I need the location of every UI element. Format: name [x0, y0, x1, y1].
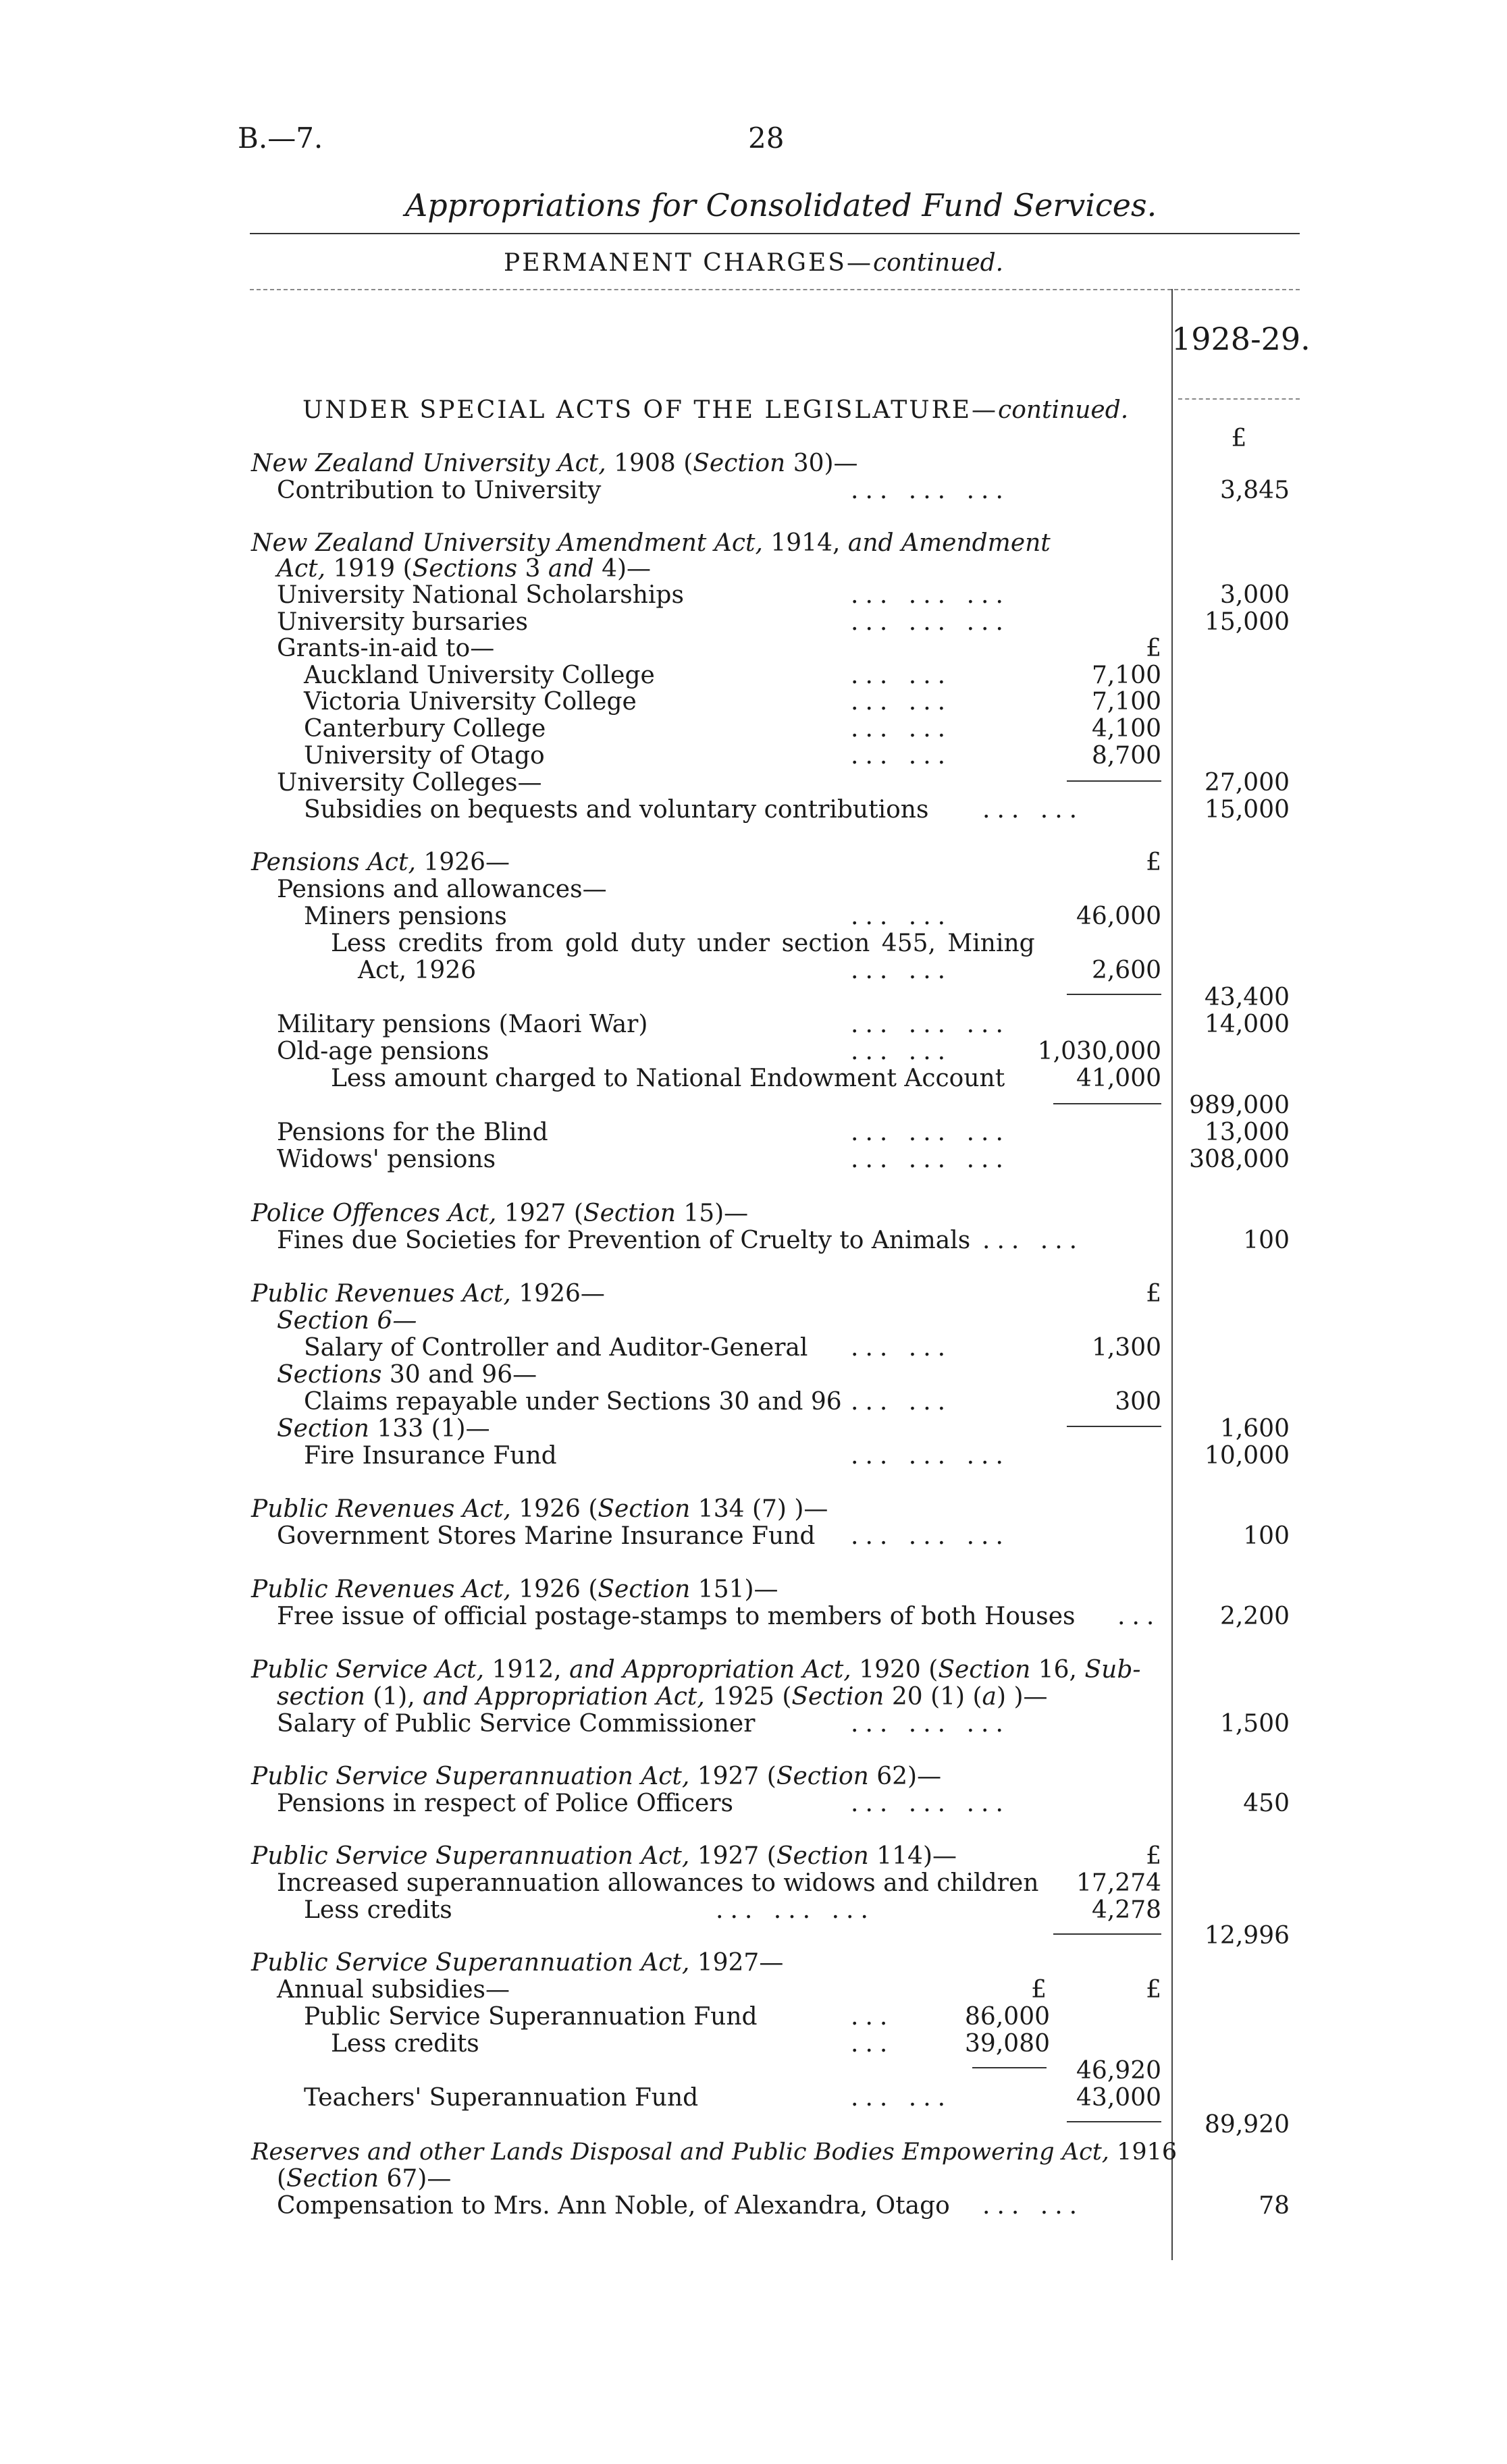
act-heading: Public Service Superannuation Act, 1927 (Section 62)— [251, 1763, 942, 1790]
pound-symbol: £ [1146, 849, 1161, 876]
column-divider [1171, 289, 1173, 2260]
line-item-label: Fire Insurance Fund [304, 1442, 557, 1470]
inner-amount: 300 [1115, 1388, 1161, 1416]
year-amount: 1,500 [1219, 1710, 1290, 1738]
line-item-label: Less credits from gold duty under section 455, Mining [331, 930, 1035, 957]
subtitle-rule [250, 289, 1300, 290]
leader-dots: ... ... [851, 2084, 953, 2112]
line-item-label: University Colleges— [277, 769, 542, 797]
leader-dots: ... ... ... [851, 1011, 1010, 1038]
line-item-label: Pensions in respect of Police Officers [277, 1790, 733, 1817]
year-amount: 3,000 [1219, 581, 1290, 609]
inner-amount: 17,274 [1076, 1869, 1161, 1897]
year-amount: 3,845 [1219, 477, 1290, 504]
line-item-label: Compensation to Mrs. Ann Noble, of Alexandra, Otago [277, 2192, 950, 2220]
line-item-label: University National Scholarships [277, 581, 684, 609]
pound-symbol: £ [1146, 1842, 1161, 1870]
line-item-label: Grants-in-aid to— [277, 635, 495, 662]
pound-symbol: £ [1146, 1280, 1161, 1308]
act-heading-cont: (Section 67)— [277, 2165, 452, 2193]
sum-rule [1067, 994, 1161, 995]
inner-amount: 43,000 [1076, 2084, 1161, 2112]
inner-amount: 86,000 [965, 2003, 1050, 2031]
line-item-label: Increased superannuation allowances to widows and children [277, 1869, 1039, 1897]
line-item-label: Military pensions (Maori War) [277, 1011, 648, 1038]
year-amount: 100 [1243, 1227, 1290, 1254]
leader-dots: ... ... ... [851, 608, 1010, 636]
year-amount: 308,000 [1189, 1146, 1290, 1173]
section-label: Section 6— [277, 1307, 417, 1335]
year-amount: 43,400 [1205, 984, 1290, 1011]
leader-dots: ... [851, 2003, 895, 2031]
leader-dots: ... [851, 2030, 895, 2058]
act-heading: Public Service Act, 1912, and Appropriation Act, 1920 (Section 16, Sub- [251, 1656, 1141, 1684]
year-column-header: 1928-29. [1171, 321, 1311, 357]
leader-dots: ... ... ... [851, 581, 1010, 609]
line-item-label: Subsidies on bequests and voluntary contributions [304, 796, 929, 824]
year-header-rule [1178, 398, 1300, 400]
leader-dots: ... ... [851, 715, 953, 743]
leader-dots: ... ... [851, 688, 953, 716]
act-heading: Public Service Superannuation Act, 1927 (Section 114)— [251, 1842, 957, 1870]
act-heading: Pensions Act, 1926— [251, 849, 510, 876]
year-amount: 27,000 [1205, 769, 1290, 797]
leader-dots: ... ... ... [851, 1522, 1010, 1550]
sum-rule [1053, 1103, 1161, 1104]
line-item-label: University of Otago [304, 742, 545, 770]
inner-amount: 46,000 [1076, 903, 1161, 930]
sum-rule [1067, 780, 1161, 782]
leader-dots: ... ... [851, 742, 953, 770]
year-amount: 89,920 [1205, 2111, 1290, 2139]
year-pound-symbol: £ [1231, 425, 1247, 452]
leader-dots: ... ... ... [851, 1790, 1010, 1817]
leader-dots: ... ... [851, 1038, 953, 1065]
leader-dots: ... ... [851, 957, 953, 984]
line-item-label: Pensions for the Blind [277, 1119, 548, 1146]
leader-dots: ... ... ... [851, 1442, 1010, 1470]
leader-dots: ... [1117, 1603, 1161, 1630]
act-heading: Public Service Superannuation Act, 1927— [251, 1949, 784, 1977]
inner-amount: 8,700 [1091, 742, 1161, 770]
leader-dots: ... ... ... [851, 1146, 1010, 1173]
pound-symbol: £ [1031, 1976, 1047, 2004]
year-amount: 989,000 [1189, 1092, 1290, 1119]
line-item-label: Old-age pensions [277, 1038, 490, 1065]
leader-dots: ... ... [982, 2192, 1084, 2220]
leader-dots: ... ... [851, 662, 953, 689]
line-item-label: Public Service Superannuation Fund [304, 2003, 758, 2031]
line-item-label: Contribution to University [277, 477, 602, 504]
act-heading: Public Revenues Act, 1926 (Section 134 (7) )— [251, 1495, 828, 1523]
inner-amount: 39,080 [965, 2030, 1050, 2058]
line-item-label: Salary of Public Service Commissioner [277, 1710, 756, 1738]
line-item-label: Government Stores Marine Insurance Fund [277, 1522, 816, 1550]
year-amount: 2,200 [1219, 1603, 1290, 1630]
year-amount: 13,000 [1205, 1119, 1290, 1146]
section-heading: UNDER SPECIAL ACTS OF THE LEGISLATURE—continued. [302, 396, 1129, 424]
inner-amount: 2,600 [1091, 957, 1161, 984]
line-item-label: Fines due Societies for Prevention of Cruelty to Animals [277, 1227, 971, 1254]
section-label: Sections 30 and 96— [277, 1361, 537, 1389]
line-item-label: Auckland University College [304, 662, 655, 689]
year-amount: 15,000 [1205, 608, 1290, 636]
inner-amount: 7,100 [1091, 688, 1161, 716]
line-item-label: Salary of Controller and Auditor-General [304, 1334, 808, 1362]
act-heading: New Zealand University Act, 1908 (Section 30)— [251, 450, 858, 477]
sum-rule [1067, 1426, 1161, 1427]
line-item-label: Canterbury College [304, 715, 546, 743]
act-heading-cont: section (1), and Appropriation Act, 1925 (Section 20 (1) (a) )— [277, 1683, 1048, 1711]
sum-rule [1067, 2121, 1161, 2122]
leader-dots: ... ... ... [851, 477, 1010, 504]
act-heading-cont: Act, 1919 (Sections 3 and 4)— [277, 555, 652, 583]
line-item-label: Less credits [331, 2030, 479, 2058]
page-subtitle: PERMANENT CHARGES—continued. [504, 249, 1004, 277]
year-amount: 15,000 [1205, 796, 1290, 824]
pound-symbol: £ [1146, 1976, 1161, 2004]
act-heading: Public Revenues Act, 1926 (Section 151)— [251, 1576, 778, 1603]
inner-amount: 7,100 [1091, 662, 1161, 689]
line-item-label: Annual subsidies— [277, 1976, 510, 2004]
line-item-label: Pensions and allowances— [277, 876, 607, 903]
year-amount: 450 [1243, 1790, 1290, 1817]
line-item-label: Miners pensions [304, 903, 507, 930]
inner-amount: 4,278 [1091, 1896, 1161, 1924]
inner-amount: 41,000 [1076, 1065, 1161, 1092]
leader-dots: ... ... [851, 903, 953, 930]
leader-dots: ... ... [982, 796, 1084, 824]
line-item-label: Widows' pensions [277, 1146, 496, 1173]
inner-amount: 1,300 [1091, 1334, 1161, 1362]
year-amount: 100 [1243, 1522, 1290, 1550]
line-item-label: Teachers' Superannuation Fund [304, 2084, 699, 2112]
pound-symbol: £ [1146, 635, 1161, 662]
inner-amount: 4,100 [1091, 715, 1161, 743]
inner-amount: 46,920 [1076, 2057, 1161, 2085]
line-item-label: Less credits [304, 1896, 452, 1924]
page-number: 28 [748, 122, 785, 155]
leader-dots: ... ... [982, 1227, 1084, 1254]
leader-dots: ... ... [851, 1388, 953, 1416]
leader-dots: ... ... ... [716, 1896, 875, 1924]
year-amount: 14,000 [1205, 1011, 1290, 1038]
page-title: Appropriations for Consolidated Fund Services. [405, 187, 1157, 223]
year-amount: 10,000 [1205, 1442, 1290, 1470]
leader-dots: ... ... ... [851, 1710, 1010, 1738]
inner-amount: 1,030,000 [1037, 1038, 1161, 1065]
act-heading: New Zealand University Amendment Act, 1914, and Amendment [251, 529, 1051, 557]
year-amount: 1,600 [1219, 1415, 1290, 1443]
year-amount: 78 [1259, 2192, 1290, 2220]
header-rule [250, 233, 1300, 234]
line-item-label: Victoria University College [304, 688, 637, 716]
line-item-label: Free issue of official postage-stamps to members of both Houses [277, 1603, 1076, 1630]
sum-rule [972, 2067, 1047, 2068]
section-label: Section 133 (1)— [277, 1415, 490, 1443]
year-amount: 12,996 [1205, 1922, 1290, 1950]
leader-dots: ... ... ... [851, 1119, 1010, 1146]
sum-rule [1053, 1933, 1161, 1935]
act-heading: Reserves and other Lands Disposal and Public Bodies Empowering Act, 1916 [251, 2139, 1178, 2166]
page-reference: B.—7. [238, 122, 323, 155]
line-item-label: Less amount charged to National Endowment Account [331, 1065, 1005, 1092]
line-item-label: Act, 1926 [358, 957, 477, 984]
act-heading: Public Revenues Act, 1926— [251, 1280, 605, 1308]
line-item-label: University bursaries [277, 608, 529, 636]
line-item-label: Claims repayable under Sections 30 and 96 [304, 1388, 842, 1416]
act-heading: Police Offences Act, 1927 (Section 15)— [251, 1200, 749, 1227]
leader-dots: ... ... [851, 1334, 953, 1362]
